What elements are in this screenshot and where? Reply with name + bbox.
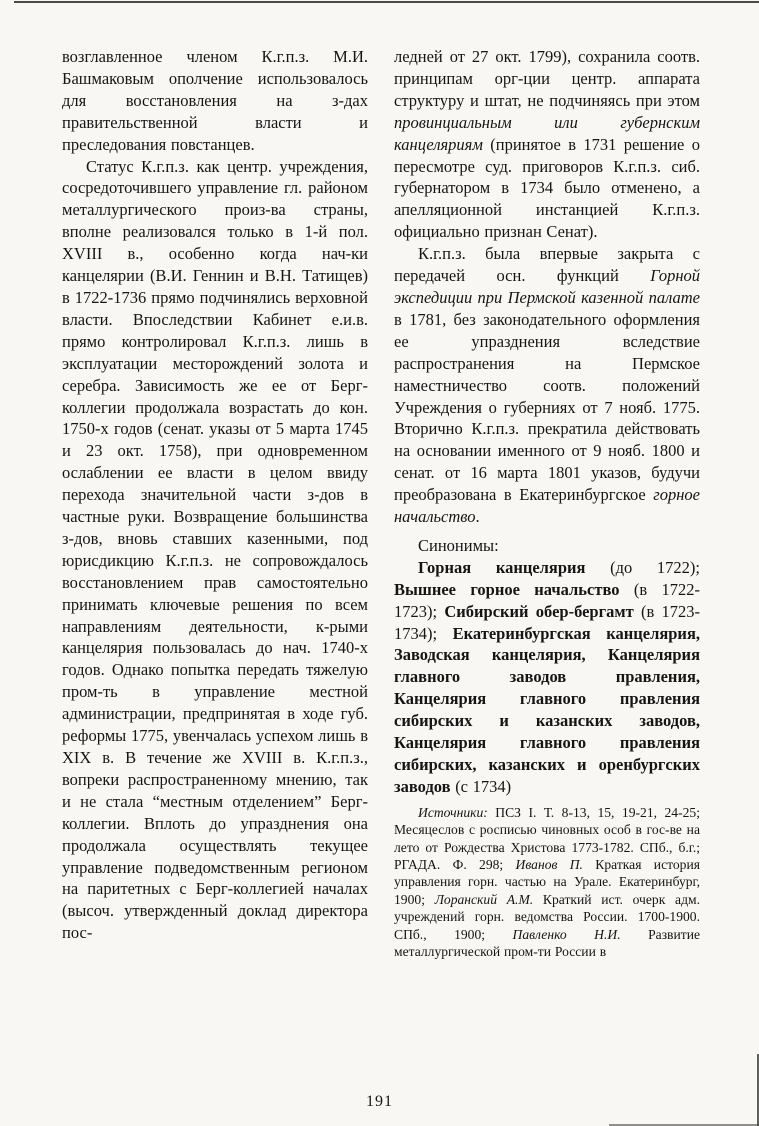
bold-segment: Горная канцелярия (418, 557, 586, 577)
text-segment: (в 1723-1734); (394, 601, 700, 643)
scan-artifact-top-edge (14, 1, 759, 3)
synonyms-heading (394, 535, 700, 557)
sources-paragraph (394, 804, 700, 961)
italic-segment: Иванов П. (515, 857, 583, 873)
text-segment: Краткий ист. очерк адм. учреждений горн. ведомства России. 1700-1900. СПб., 1900; (394, 891, 700, 942)
synonyms-paragraph (394, 557, 700, 798)
text-segment: Развитие металлургической пром-ти России в (394, 926, 701, 960)
text-columns (62, 46, 700, 960)
text-segment: в 1781, без законодательного оформления ее упразднения вследствие распространения на Пермское наместничество соотв. положений Учреждения о губерниях от 7 нояб. 1775. Вторично К.г.п.з. прекратила действовать на основании именного от 9 нояб. 1800 и сенат. от 16 марта 1801 указов, будучи преобразована в Екатеринбургское (394, 309, 700, 505)
italic-segment: горное начальство (394, 485, 700, 527)
text-segment: . (475, 507, 480, 527)
text-segment: Краткая история управления горн. частью на Урале. Екатеринбург, 1900; (394, 857, 700, 907)
text-segment: (принятое в 1731 решение о пересмотре суд. приговоров К.г.п.з. сиб. губернатором в 1734 было отменено, а апелляционной инстанцией К.г.п.з. официально признан Сенат). (394, 134, 700, 242)
text-segment: ледней от 27 окт. 1799), сохранила соотв. принципам орг-ции центр. аппарата структуру и штат, не подчиняясь при этом (394, 47, 700, 110)
bold-segment: Вышнее горное начальство (394, 579, 620, 599)
text-segment: К.г.п.з. была впервые закрыта с передачей осн. функций (394, 244, 700, 286)
italic-segment: провинциальным или губернским канцеляриям (394, 112, 700, 154)
text-segment: Синонимы: (418, 535, 499, 555)
italic-segment: Источники: (418, 804, 488, 820)
column-left (62, 46, 368, 960)
page-number: 191 (366, 1093, 393, 1110)
column-right (394, 46, 700, 960)
paragraph (394, 243, 700, 528)
text-segment: Статус К.г.п.з. как центр. учреждения, сосредоточившего управление гл. районом металлургического произ-ва страны, вполне реализовался только в 1-й пол. XVIII в., особенно когда нач-ки канцелярии (В.И. Геннин и В.Н. Татищев) в 1722-1736 прямо подчинялись верховной власти. Впоследствии Кабинет е.и.в. прямо контролировал К.г.п.з. лишь в эксплуатации месторождений золота и серебра. Зависимость же ее от Берг-коллегии продолжала возрастать до кон. 1750-х годов (сенат. указы от 5 марта 1745 и 23 окт. 1758), при одновременном ослаблении ее власти в целом ввиду перехода значительной части з-дов в частные руки. Возвращение большинства з-дов, вновь ставших казенными, под юрисдикцию К.г.п.з. не сопровождалось восстановлением прав самостоятельно принимать ключевые решения по всем направлениям деятельности, к-рыми канцелярия пользовалась до нач. 1740-х годов. Однако попытка передать тяжелую пром-ть в управление местной администрации, предпринятая в ходе губ. реформы 1775, увенчалась успехом лишь в XIX в. В течение же XVIII в. К.г.п.з., вопреки распространенному мнению, так и не стала “местным отделением” Берг-коллегии. Вплоть до упразднения она продолжала осуществлять текущее управление подведомственным регионом на паритетных с Берг-коллегией началах (высоч. утвержденный доклад директора пос- (62, 156, 368, 943)
text-segment: возглавленное членом К.г.п.з. М.И. Башмаковым ополчение использовалось для восстановления на з-дах правительственной власти и преследования повстанцев. (62, 47, 368, 154)
italic-segment: Павленко Н.И. (512, 926, 621, 942)
bold-segment: Екатеринбургская канцелярия, Заводская канцелярия, Канцелярия главного заводов правления, Канцелярия главного правления сибирских и казанских заводов, Канцелярия главного правления сибирских, казанских и оренбургских заводов (394, 623, 700, 796)
text-segment: (до 1722); (585, 557, 701, 577)
italic-segment: Лоранский А.М. (434, 891, 534, 907)
paragraph (62, 46, 368, 156)
paragraph (394, 46, 700, 243)
italic-segment: Горной экспедиции при Пермской казенной палате (394, 266, 700, 307)
paragraph (62, 156, 368, 945)
text-segment: ПСЗ I. Т. 8-13, 15, 19-21, 24-25; Месяцеслов с росписью чиновных особ в гос-ве на лето от Рождества Христова 1773-1782. СПб., б.г.; РГАДА. Ф. 298; (394, 804, 700, 873)
bold-segment: Сибирский обер-бергамт (444, 601, 634, 621)
text-segment: (с 1734) (450, 776, 512, 796)
text-segment: (в 1722-1723); (394, 579, 700, 621)
